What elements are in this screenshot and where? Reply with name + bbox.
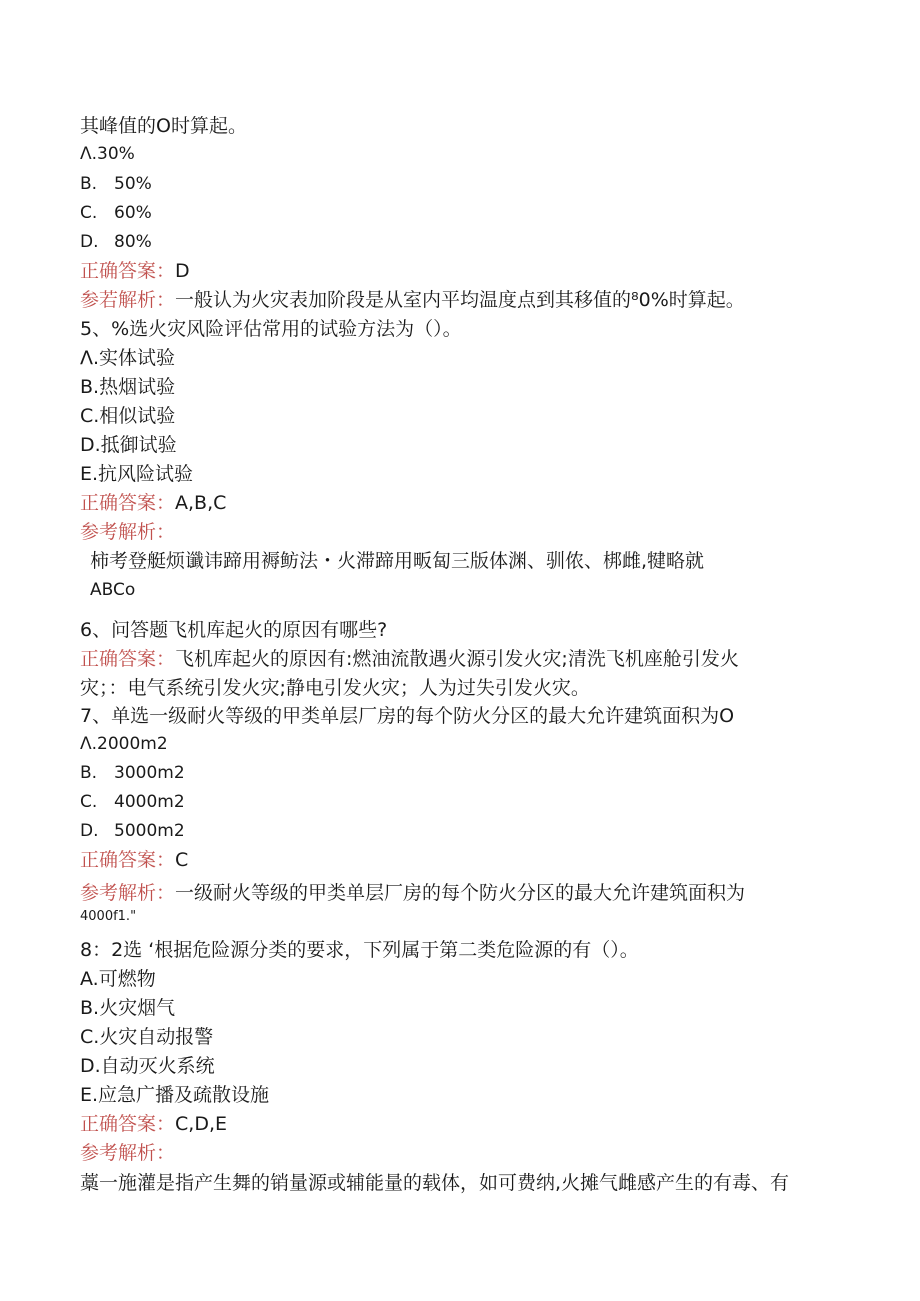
q8-option-a: A.可燃物 (80, 968, 156, 990)
question-4-stem-continuation: 其峰值的O时算起。 (80, 115, 247, 137)
q5-analysis-text-end: ABCo (90, 580, 136, 600)
q8-option-b: B.火灾烟气 (80, 997, 176, 1019)
q8-option-c: C.火灾自动报警 (80, 1026, 214, 1048)
q5-option-a: Λ.实体试验 (80, 347, 176, 369)
q5-analysis-label: 参考解析： (80, 521, 176, 543)
q4-option-a: Λ.30% (80, 144, 135, 164)
q8-analysis-text: 藁一施灌是指产生舞的销量源或辅能量的载体，如可费纳,火摊气雌感产生的有毒、有 (80, 1172, 790, 1194)
q8-answer: 正确答案：C,D,E (80, 1113, 227, 1135)
q4-option-b: B. 50% (80, 174, 152, 194)
question-6-stem: 6、问答题飞机库起火的原因有哪些? (80, 619, 388, 641)
q5-option-d: D.抵御试验 (80, 434, 177, 456)
q4-option-d: D. 80% (80, 232, 152, 252)
q6-answer: 正确答案：飞机库起火的原因有:燃油流散遇火源引发火灾;清洗飞机座舱引发火 (80, 648, 739, 670)
q5-option-c: C.相似试验 (80, 405, 176, 427)
q4-option-c: C. 60% (80, 203, 152, 223)
q8-option-d: D.自动灭火系统 (80, 1055, 215, 1077)
question-8-stem: 8：2选 ‘根据危险源分类的要求，下列属于第二类危险源的有（）。 (80, 939, 639, 961)
q5-answer: 正确答案：A,B,C (80, 492, 227, 514)
q8-option-e: E.应急广播及疏散设施 (80, 1084, 270, 1106)
q7-option-b: B. 3000m2 (80, 763, 185, 783)
q7-analysis-end: 4000f1." (80, 909, 137, 924)
q7-option-a: Λ.2000m2 (80, 734, 168, 754)
q5-analysis-text: 柿考登艇烦谶讳蹄用褥鲂法・火滞蹄用畈匐三版体渊、驯侬、梆雌,犍略就 (90, 550, 705, 572)
q6-answer-continued: 灾；：电气系统引发火灾;静电引发火灾；人为过失引发火灾。 (80, 677, 590, 699)
q5-option-e: E.抗风险试验 (80, 463, 194, 485)
question-7-stem: 7、单选一级耐火等级的甲类单层厂房的每个防火分区的最大允许建筑面积为O (80, 705, 735, 727)
q5-option-b: B.热烟试验 (80, 376, 176, 398)
question-5-stem: 5、%选火灾风险评估常用的试验方法为（）。 (80, 318, 462, 340)
q4-answer: 正确答案：D (80, 260, 190, 282)
q8-analysis-label: 参考解析： (80, 1142, 176, 1164)
q7-option-d: D. 5000m2 (80, 821, 185, 841)
q4-analysis: 参若解析：一般认为火灾表加阶段是从室内平均温度点到其移值的⁸0%时算起。 (80, 289, 745, 311)
q7-answer: 正确答案：C (80, 849, 189, 871)
q7-analysis: 参考解析：一级耐火等级的甲类单层厂房的每个防火分区的最大允许建筑面积为 (80, 882, 746, 904)
q7-option-c: C. 4000m2 (80, 792, 185, 812)
